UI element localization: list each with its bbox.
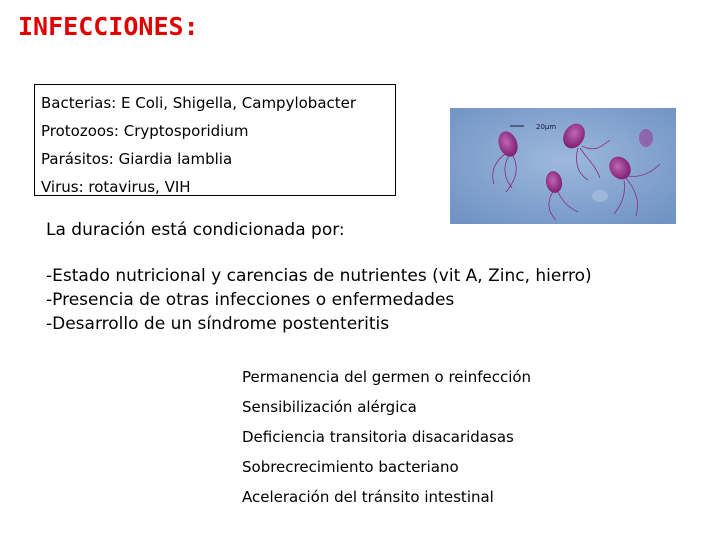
consequence-item: Deficiencia transitoria disacaridasas xyxy=(242,428,514,446)
consequence-item: Aceleración del tránsito intestinal xyxy=(242,488,494,506)
micrograph-background xyxy=(450,108,676,224)
faint-cell xyxy=(592,190,608,202)
faint-cell xyxy=(639,129,653,147)
pathogen-virus: Virus: rotavirus, VIH xyxy=(41,178,191,196)
pathogen-bacteria: Bacterias: E Coli, Shigella, Campylobacter xyxy=(41,94,357,112)
factor-item: -Presencia de otras infecciones o enfermedades xyxy=(46,290,455,310)
factor-item: -Estado nutricional y carencias de nutrientes (vit A, Zinc, hierro) xyxy=(46,266,592,286)
consequence-item: Sobrecrecimiento bacteriano xyxy=(242,458,459,476)
giardia-micrograph xyxy=(450,108,676,224)
consequence-list xyxy=(242,362,531,512)
consequence-item: Sensibilización alérgica xyxy=(242,398,417,416)
pathogen-parasites: Parásitos: Giardia lamblia xyxy=(41,150,233,168)
pathogen-protozoa: Protozoos: Cryptosporidium xyxy=(41,122,249,140)
duration-intro: La duración está condicionada por: xyxy=(46,220,345,240)
scale-label: 20µm xyxy=(536,123,557,131)
slide-title: INFECCIONES: xyxy=(18,12,199,41)
factor-item: -Desarrollo de un síndrome postenteritis xyxy=(46,314,390,334)
factor-list xyxy=(46,264,592,336)
consequence-item: Permanencia del germen o reinfección xyxy=(242,368,532,386)
pathogen-box xyxy=(34,84,396,196)
